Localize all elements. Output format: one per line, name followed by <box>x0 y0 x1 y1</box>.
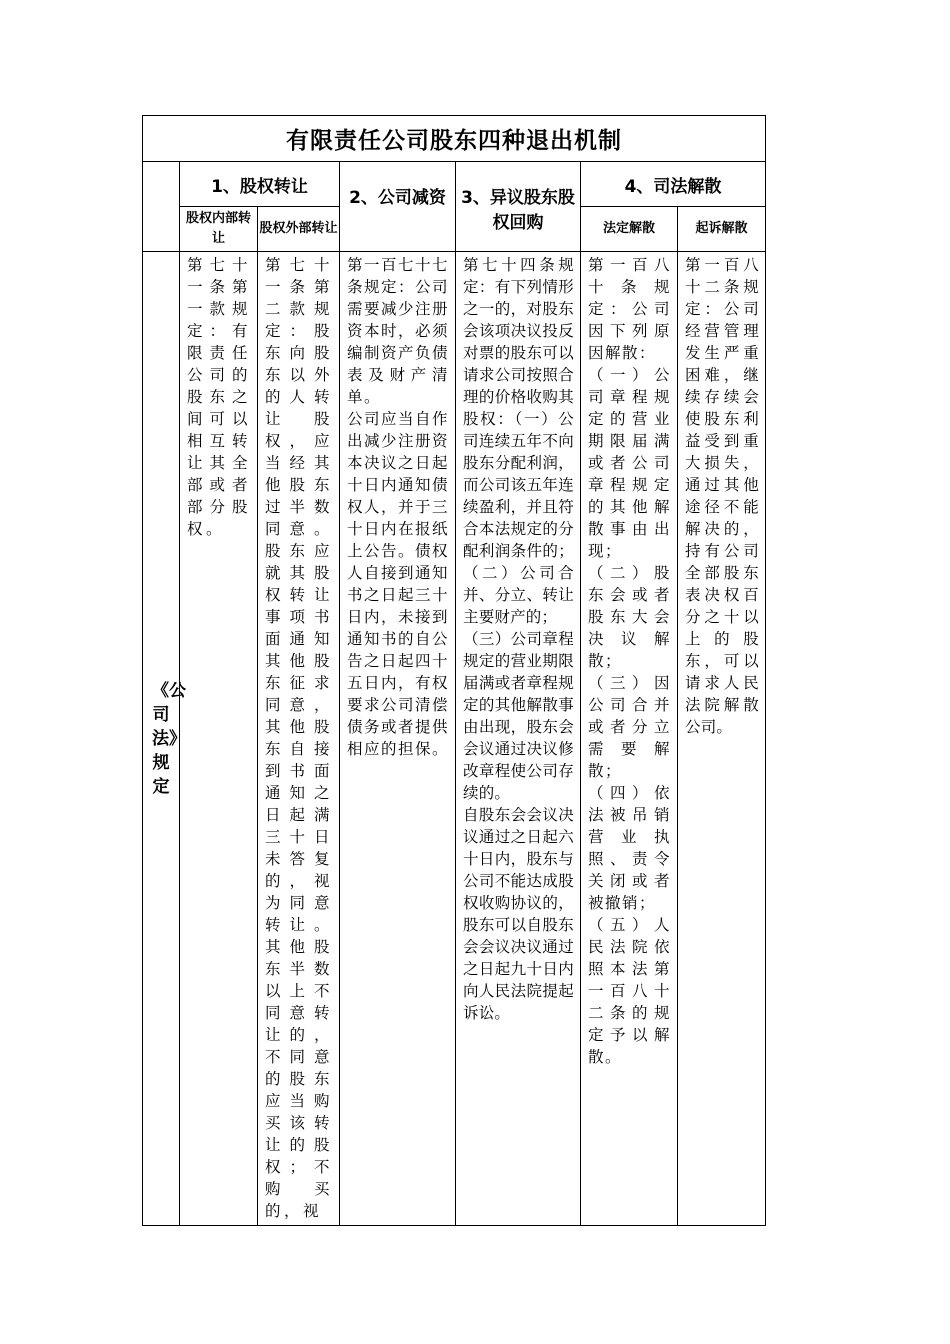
header-share-transfer: 1、股权转让 <box>180 162 340 207</box>
subheader-internal-transfer: 股权内部转让 <box>180 207 258 252</box>
statutory-paragraph: 第一百八十条规定：公司因下列原因解散： <box>588 256 671 362</box>
cell-dissenting-repurchase <box>456 252 581 1226</box>
statutory-paragraph: （四）依法被吊销营业执照、责令关闭或者被撤销； <box>588 784 671 912</box>
capital-reduction-paragraph: 第一百七十七条规定：公司需要减少注册资本时，必须编制资产负债表及财产清单。 <box>347 256 450 406</box>
cell-internal-transfer: 第七十一条第一款规定：有限责任公司的股东之间可以相互转让其全部或者部分股权。 <box>180 252 258 1226</box>
subheader-lawsuit-dissolution: 起诉解散 <box>678 207 766 252</box>
table-title: 有限责任公司股东四种退出机制 <box>143 116 766 162</box>
subheader-external-transfer: 股权外部转让 <box>258 207 340 252</box>
cell-capital-reduction <box>340 252 456 1226</box>
header-dissenting-repurchase: 3、异议股东股权回购 <box>456 162 581 252</box>
statutory-paragraph: （一）公司章程规定的营业期限届满或者公司章程规定的其他解散事由出现； <box>588 366 671 560</box>
header-judicial-dissolution: 4、司法解散 <box>581 162 766 207</box>
side-label-cell <box>143 252 186 1226</box>
exit-mechanism-table <box>142 115 766 1226</box>
statutory-paragraph: （五）人民法院依照本法第一百八十二条的规定予以解散。 <box>588 916 671 1066</box>
statutory-paragraph: （三）因公司合并或者分立需要解散； <box>588 674 671 780</box>
repurchase-paragraph: 自股东会会议决议通过之日起六十日内，股东与公司不能达成股权收购协议的，股东可以自股东会会议决议通过之日起九十日内向人民法院提起诉讼。 <box>463 806 574 1022</box>
side-label: 《公司法》规定 <box>152 680 186 797</box>
corner-cell <box>143 162 180 252</box>
repurchase-paragraph: （三）公司章程规定的营业期限届满或者章程规定的其他解散事由出现，股东会会议通过决议修改章程使公司存续的。 <box>463 630 574 802</box>
repurchase-paragraph: 第七十四条规定：有下列情形之一的，对股东会该项决议投反对票的股东可以请求公司按照合理的价格收购其股权：（一）公司连续五年不向股东分配利润，而公司该五年连续盈利，并且符合本法规定的分配利润条件的；（二）公司合并、分立、转让主要财产的； <box>463 256 574 626</box>
cell-external-transfer: 第七十一条第二款规定：股东向股东以外的人转让股权，应当经其他股东过半数同意。股东应就其股权转让事项书面通知其他股东征求同意，其他股东自接到书面通知之日起满三十日未答复的，视为同意转让。其他股东半数以上不同意转让的，不同意的股东应当购买该转让的股权；不购买的，视 <box>258 252 340 1226</box>
cell-lawsuit-dissolution: 第一百八十二条规定：公司经营管理发生严重困难，继续存续会使股东利益受到重大损失，通过其他途径不能解决的，持有公司全部股东表决权百分之十以上的股东，可以请求人民法院解散公司。 <box>678 252 766 1226</box>
header-capital-reduction: 2、公司减资 <box>340 162 456 252</box>
statutory-paragraph: （二）股东会或者股东大会决议解散； <box>588 564 671 670</box>
cell-statutory-dissolution <box>581 252 678 1226</box>
subheader-statutory-dissolution: 法定解散 <box>581 207 678 252</box>
capital-reduction-paragraph: 公司应当自作出减少注册资本决议之日起十日内通知债权人，并于三十日内在报纸上公告。债权人自接到通知书之日起三十日内，未接到通知书的自公告之日起四十五日内，有权要求公司清偿债务或者提供相应的担保。 <box>347 410 450 758</box>
